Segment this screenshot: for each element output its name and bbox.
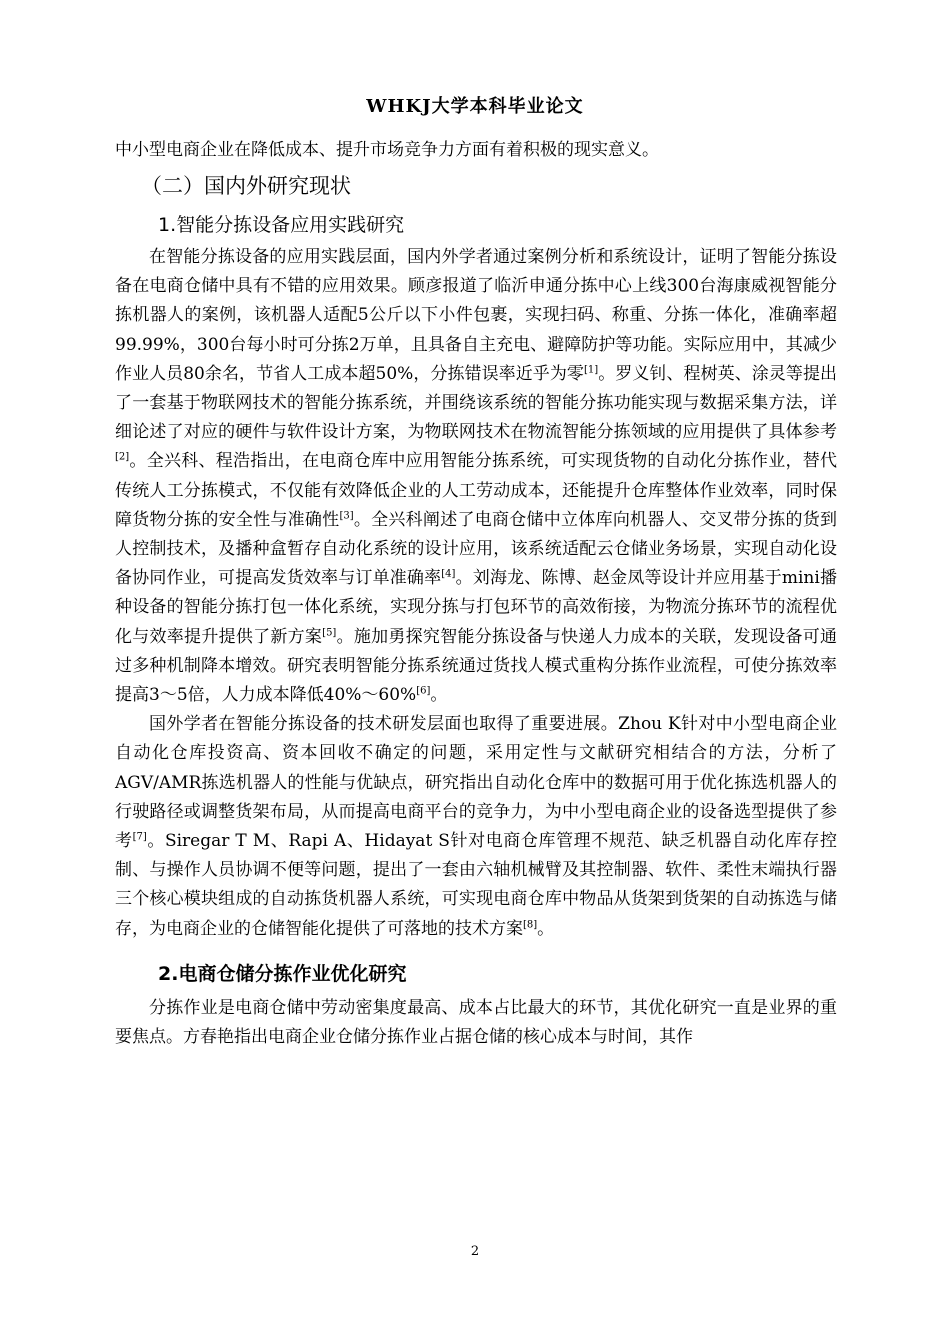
document-body bbox=[115, 136, 837, 1052]
citation-ref: [8] bbox=[523, 919, 538, 931]
paragraph-domestic-research bbox=[115, 243, 837, 710]
paragraph-text: 在智能分拣设备的应用实践层面，国内外学者通过案例分析和系统设计，证明了智能分拣设备在电商仓储中具有不错的应用效果。顾彦报道了临沂申通分拣中心上线300台海康威视智能分拣机器人的案例，该机器人适配5公斤以下小件包裹，实现扫码、称重、分拣一体化，准确率超99.99%，300台每小时可分拣2万单，且具备自主充电、避障防护等功能。实际应用中，其减少作业人员80余名，节省人工成本超50%，分拣错误率近乎为零 bbox=[115, 247, 837, 384]
section-heading: （二）国内外研究现状 bbox=[141, 174, 351, 198]
paragraph-text: 。 bbox=[430, 685, 448, 706]
paragraph-text: 。 bbox=[537, 918, 555, 939]
paragraph-sorting-optimization bbox=[115, 994, 837, 1052]
paragraph-text: 。罗义钊、程树英、涂灵等提出了一套基于物联网技术的智能分拣系统，并围绕该系统的智能分拣功能实现与数据采集方法，详细论述了对应的硬件与软件设计方案，为物联网技术在物流智能分拣领域的应用提供了具体参考 bbox=[115, 363, 837, 443]
citation-ref: [6] bbox=[416, 685, 431, 697]
page-header-title: WHKJ大学本科毕业论文 bbox=[366, 96, 584, 117]
citation-ref: [3] bbox=[339, 510, 354, 522]
citation-ref: [4] bbox=[441, 568, 456, 580]
subsection-heading-1: 1.智能分拣设备应用实践研究 bbox=[158, 214, 405, 236]
paragraph-text: 。全兴科、程浩指出，在电商仓库中应用智能分拣系统，可实现货物的自动化分拣作业，替代传统人工分拣模式，不仅能有效降低企业的人工劳动成本，还能提升仓库整体作业效率，同时保障货物分拣的安全性与准确性 bbox=[115, 451, 837, 530]
paragraph-text: 分拣作业是电商仓储中劳动密集度最高、成本占比最大的环节，其优化研究一直是业界的重要焦点。方春艳指出电商企业仓储分拣作业占据仓储的核心成本与时间，其作 bbox=[115, 997, 837, 1048]
paragraph-text: 。全兴科阐述了电商仓储中立体库向机器人、交叉带分拣的货到人控制技术，及播种盒暂存自动化系统的设计应用，该系统适配云仓储业务场景，实现自动化设备协同作业，可提高发货效率与订单准确率 bbox=[115, 509, 838, 589]
citation-ref: [7] bbox=[132, 831, 147, 843]
citation-ref: [5] bbox=[322, 626, 337, 638]
citation-ref: [2] bbox=[115, 451, 130, 463]
paragraph-text: 。刘海龙、陈博、赵金凤等设计并应用基于mini播种设备的智能分拣打包一体化系统，实现分拣与打包环节的高效衔接，为物流分拣环节的流程优化与效率提升提供了新方案 bbox=[115, 568, 837, 647]
paragraph-text: 国外学者在智能分拣设备的技术研发层面也取得了重要进展。Zhou K针对中小型电商企业自动化仓库投资高、资本回收不确定的问题，采用定性与文献研究相结合的方法，分析了AGV/AMR拣选机器人的性能与优缺点，研究指出自动化仓库中的数据可用于优化拣选机器人的行驶路径或调整货架布局，从而提高电商平台的竞争力，为中小型电商企业的设备选型提供了参考 bbox=[115, 714, 837, 852]
paragraph-text: 。Siregar T M、Rapi A、Hidayat S针对电商仓库管理不规范、缺乏机器自动化库存控制、与操作人员协调不便等问题，提出了一套由六轴机械臂及其控制器、软件、柔性末端执行器三个核心模块组成的自动拣货机器人系统，可实现电商仓库中物品从货架到货架的自动拣选与储存，为电商企业的仓储智能化提供了可落地的技术方案 bbox=[115, 831, 838, 939]
subsection-heading-2: 2.电商仓储分拣作业优化研究 bbox=[158, 962, 407, 985]
page-number: 2 bbox=[470, 1244, 480, 1259]
continuation-text: 中小型电商企业在降低成本、提升市场竞争力方面有着积极的现实意义。 bbox=[115, 140, 659, 160]
citation-ref: [1] bbox=[583, 364, 599, 376]
paragraph-text: 。施加勇探究智能分拣设备与快递人力成本的关联，发现设备可通过多种机制降本增效。研究表明智能分拣系统通过货找人模式重构分拣作业流程，可使分拣效率提高3～5倍，人力成本降低40%～60% bbox=[115, 626, 838, 706]
paragraph-foreign-research bbox=[115, 710, 837, 944]
